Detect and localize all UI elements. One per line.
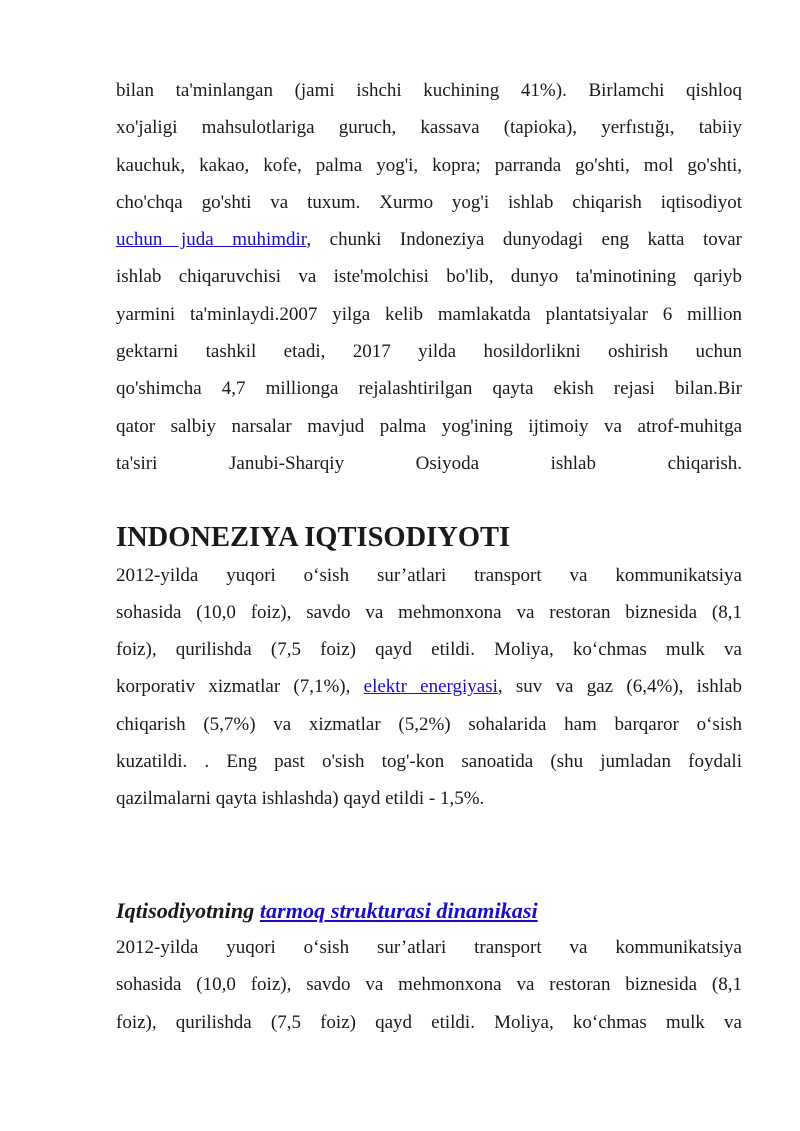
link-tarmoq-strukturasi-dinamikasi[interactable]: tarmoq strukturasi dinamikasi	[259, 897, 538, 923]
text-line: cho'chqa go'shti va tuxum. Xurmo yog'i ishlab chiqarish iqtisodiyot	[116, 191, 742, 213]
section-subheading	[116, 892, 742, 929]
link-elektr-energiyasi[interactable]: elektr energiyasi	[363, 676, 498, 698]
text-line	[116, 668, 742, 705]
text-line: foiz), qurilishda (7,5 foiz) qayd etildi. Moliya, ko‘chmas mulk va	[116, 639, 742, 661]
link-uchun-juda-muhimdir[interactable]: uchun juda muhimdir	[116, 229, 307, 251]
text-line: chiqarish (5,7%) va xizmatlar (5,2%) sohalarida ham barqaror o‘sish	[116, 713, 742, 735]
paragraph-section1	[116, 557, 742, 818]
text-fragment: , suv va gaz (6,4%), ishlab	[497, 676, 742, 698]
text-fragment: , chunki Indoneziya dunyodagi eng katta tovar	[306, 229, 742, 251]
text-line: foiz), qurilishda (7,5 foiz) qayd etildi. Moliya, ko‘chmas mulk va	[116, 1011, 742, 1033]
section-heading: INDONEZIYA IQTISODIYOTI	[116, 522, 511, 554]
text-line: bilan ta'minlangan (jami ishchi kuchining 41%). Birlamchi qishloq	[116, 80, 742, 101]
text-line: yarmini ta'minlaydi.2007 yilga kelib mamlakatda plantatsiyalar 6 million	[116, 303, 742, 325]
text-line	[116, 221, 742, 258]
text-line: qazilmalarni qayta ishlashda) qayd etildi - 1,5%.	[116, 788, 485, 810]
text-line: kauchuk, kakao, kofe, palma yog'i, kopra; parranda go'shti, mol go'shti,	[116, 154, 742, 176]
text-line: 2012-yilda yuqori o‘sish sur’atlari transport va kommunikatsiya	[116, 564, 742, 586]
text-line: 2012-yilda yuqori o‘sish sur’atlari transport va kommunikatsiya	[116, 936, 742, 958]
paragraph-intro	[116, 72, 742, 482]
subheading-prefix: Iqtisodiyotning	[116, 897, 260, 923]
text-line: sohasida (10,0 foiz), savdo va mehmonxona va restoran biznesida (8,1	[116, 974, 742, 996]
text-line: kuzatildi. . Eng past o'sish tog'-kon sanoatida (shu jumladan foydali	[116, 751, 742, 773]
text-line: ta'siri Janubi-Sharqiy Osiyoda ishlab chiqarish.	[116, 452, 742, 474]
paragraph-section2	[116, 929, 742, 1041]
text-line: qo'shimcha 4,7 millionga rejalashtirilgan qayta ekish rejasi bilan.Bir	[116, 378, 742, 400]
text-line: ishlab chiqaruvchisi va iste'molchisi bo'lib, dunyo ta'minotining qariyb	[116, 266, 742, 288]
text-line: xo'jaligi mahsulotlariga guruch, kassava (tapioka), yerfıstığı, tabiiy	[116, 117, 742, 139]
text-line: gektarni tashkil etadi, 2017 yilda hosildorlikni oshirish uchun	[116, 341, 742, 363]
text-fragment: korporativ xizmatlar (7,1%),	[116, 676, 364, 698]
document-page	[116, 72, 742, 1041]
text-line: sohasida (10,0 foiz), savdo va mehmonxona va restoran biznesida (8,1	[116, 601, 742, 623]
text-line: qator salbiy narsalar mavjud palma yog'ining ijtimoiy va atrof-muhitga	[116, 415, 742, 437]
